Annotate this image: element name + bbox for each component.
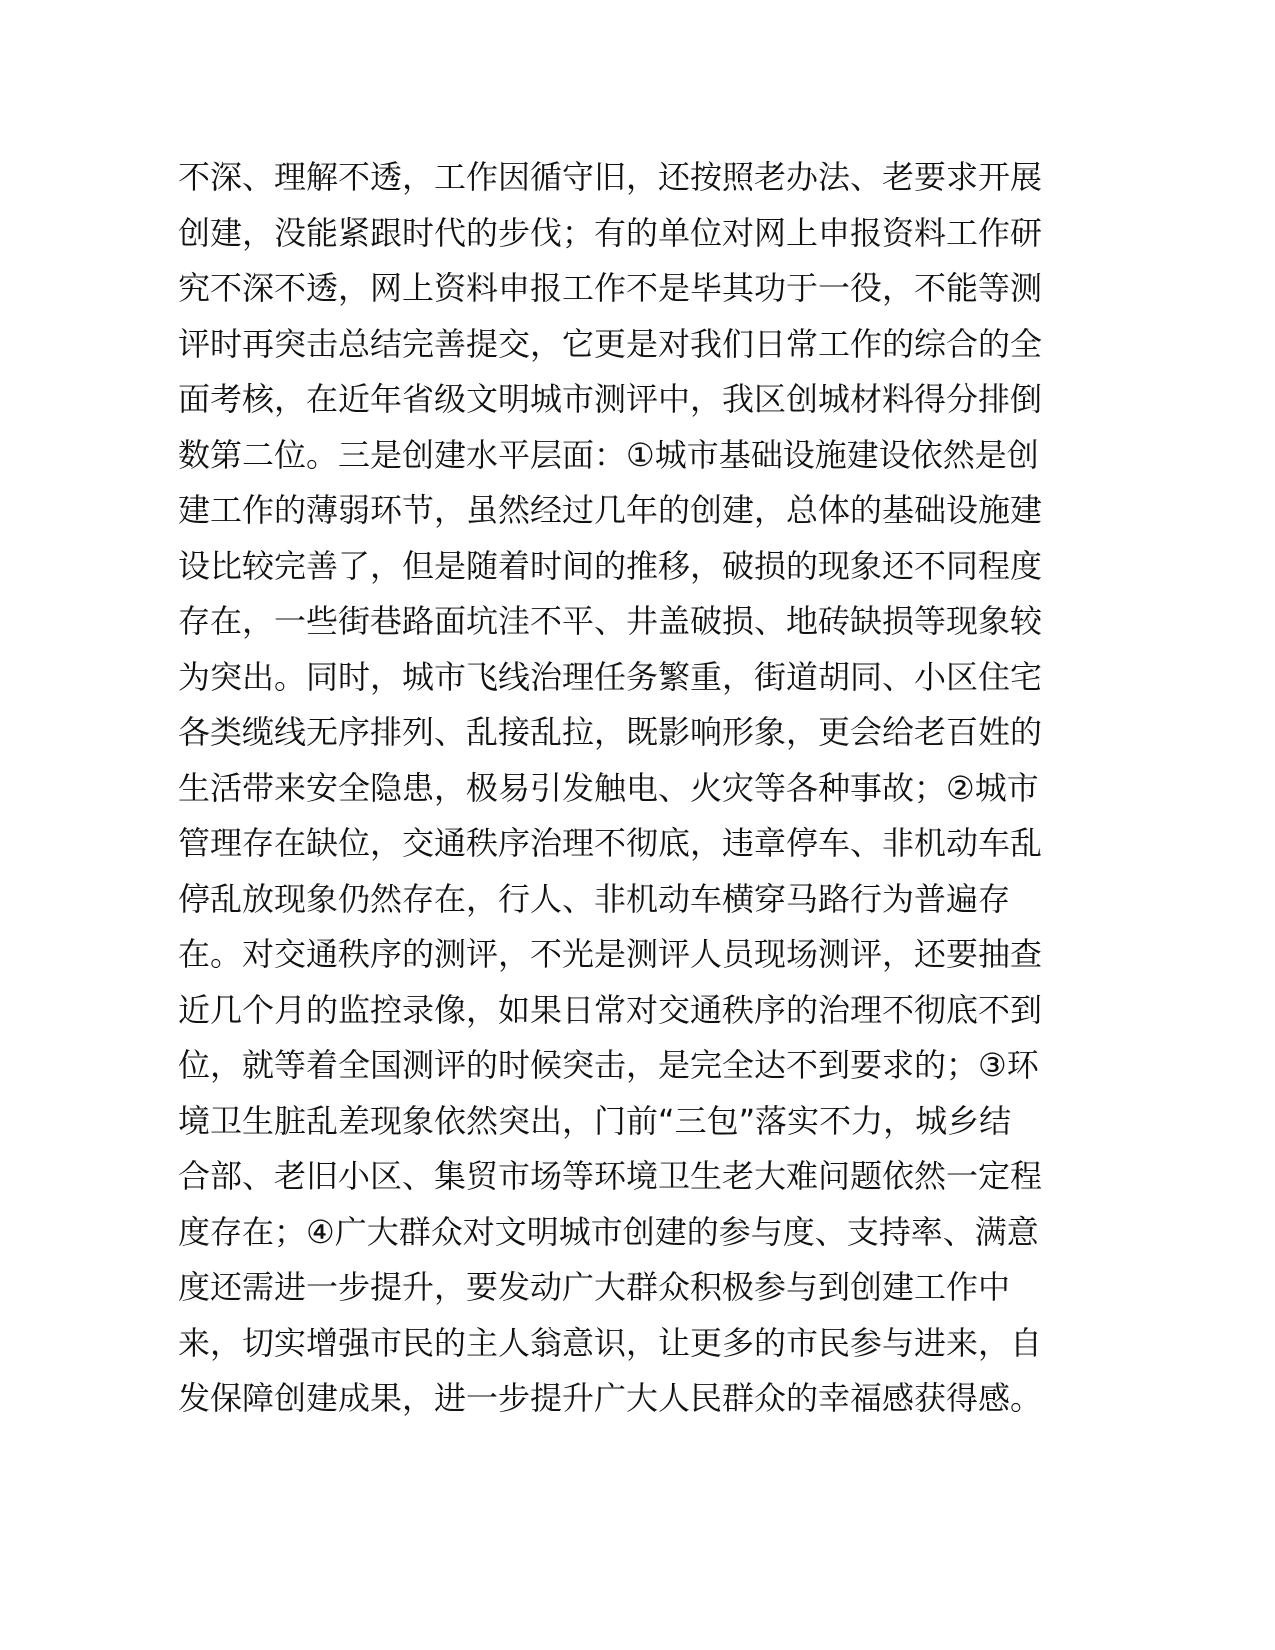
- text-line-20: 度存在；④广大群众对文明城市创建的参与度、支持率、满意: [178, 1212, 1039, 1251]
- text-line-21: 度还需进一步提升，要发动广大群众积极参与到创建工作中: [178, 1268, 1011, 1306]
- text-line-4: 评时再突击总结完善提交，它更是对我们日常工作的综合的全: [178, 324, 1043, 363]
- text-line-22: 来，切实增强市民的主人翁意识，让更多的市民参与进来，自: [178, 1323, 1043, 1362]
- text-line-10: 为突出。同时，城市飞线治理任务繁重，街道胡同、小区住宅: [178, 657, 1043, 696]
- text-line-1: 不深、理解不透，工作因循守旧，还按照老办法、老要求开展: [178, 158, 1043, 196]
- text-line-17: 位，就等着全国测评的时候突击，是完全达不到要求的；③环: [178, 1046, 1039, 1084]
- text-line-5: 面考核，在近年省级文明城市测评中，我区创城材料得分排倒: [178, 380, 1043, 418]
- text-line-12: 生活带来安全隐患，极易引发触电、火灾等各种事故；②城市: [178, 768, 1039, 807]
- text-line-18: 境卫生脏乱差现象依然突出，门前“三包”落实不力，城乡结: [178, 1101, 1012, 1140]
- text-line-23: 发保障创建成果，进一步提升广大人民群众的幸福感获得感。: [178, 1379, 1043, 1417]
- text-line-16: 近几个月的监控录像，如果日常对交通秩序的治理不彻底不到: [178, 990, 1043, 1029]
- text-line-2: 创建，没能紧跟时代的步伐；有的单位对网上申报资料工作研: [178, 213, 1043, 252]
- text-line-13: 管理存在缺位，交通秩序治理不彻底，违章停车、非机动车乱: [178, 824, 1043, 862]
- text-line-11: 各类缆线无序排列、乱接乱拉，既影响形象，更会给老百姓的: [178, 713, 1043, 751]
- text-line-3: 究不深不透，网上资料申报工作不是毕其功于一役，不能等测: [178, 269, 1043, 307]
- text-line-8: 设比较完善了，但是随着时间的推移，破损的现象还不同程度: [178, 546, 1043, 585]
- text-line-15: 在。对交通秩序的测评，不光是测评人员现场测评，还要抽查: [178, 935, 1043, 973]
- text-line-6: 数第二位。三是创建水平层面：①城市基础设施建设依然是创: [178, 435, 1039, 474]
- text-line-19: 合部、老旧小区、集贸市场等环境卫生老大难问题依然一定程: [178, 1157, 1043, 1195]
- body-paragraph: [178, 150, 1043, 1427]
- text-line-7: 建工作的薄弱环节，虽然经过几年的创建，总体的基础设施建: [178, 491, 1043, 529]
- text-line-14: 停乱放现象仍然存在，行人、非机动车横穿马路行为普遍存: [178, 879, 1011, 918]
- text-line-9: 存在，一些街巷路面坑洼不平、井盖破损、地砖缺损等现象较: [178, 602, 1043, 640]
